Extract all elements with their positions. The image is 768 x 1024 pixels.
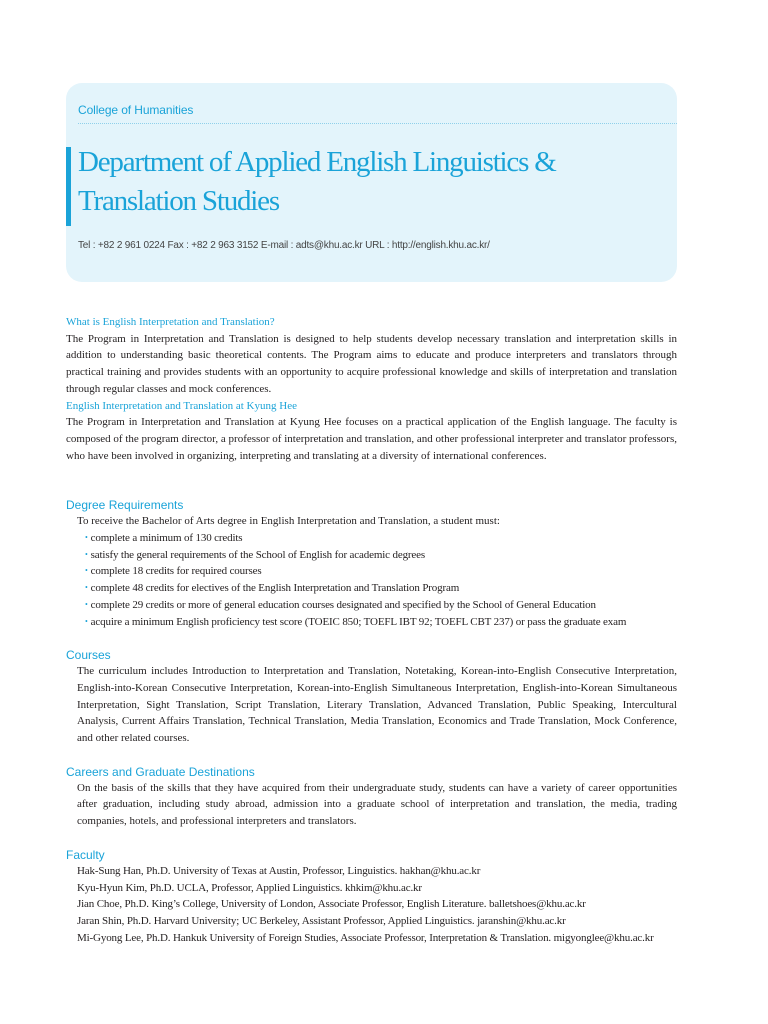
kyung-hee-paragraph: The Program in Interpretation and Translation at Kyung Hee focuses on a practical application of the English language. The faculty is composed of the program director, a professor of interpretation and translation, and other professional interpreter and translator professors, who have been involved in organizing, interpreting and translating at a diversity of international conferences.: [66, 416, 677, 462]
bullet-icon: •: [85, 533, 88, 543]
bullet-icon: •: [85, 583, 88, 593]
bullet-icon: •: [85, 616, 88, 626]
department-header: [66, 83, 677, 282]
list-item: • complete 29 credits or more of general education courses designated and specified by the School of General Education: [85, 598, 596, 611]
faculty-member: Jaran Shin, Ph.D. Harvard University; UC Berkeley, Assistant Professor, Applied Linguistics. jaranshin@khu.ac.kr: [77, 914, 566, 927]
list-item: • complete 48 credits for electives of the English Interpretation and Translation Program: [85, 582, 460, 595]
kyung-hee-heading: English Interpretation and Translation at Kyung Hee: [66, 399, 297, 412]
careers-heading: Careers and Graduate Destinations: [66, 764, 255, 779]
list-item: • acquire a minimum English proficiency test score (TOEIC 850; TOEFL IBT 92; TOEFL CBT 237) or pass the graduate exam: [85, 615, 627, 628]
faculty-list: [66, 863, 677, 947]
faculty-heading: Faculty: [66, 847, 105, 862]
list-item: • complete a minimum of 130 credits: [85, 532, 243, 545]
contact-info: Tel : +82 2 961 0224 Fax : +82 2 963 3152 E-mail : adts@khu.ac.kr URL : http://english.khu.ac.kr/: [78, 240, 490, 251]
what-is-paragraph: The Program in Interpretation and Translation is designed to help students develop necessary translation and interpretation skills in addition to understanding basic theoretical contents. The Program aims to educate and produce interpreters and translators through practical training and provides students with an opportunity to acquire professional knowledge and skills of interpretation and translation through regular classes and mock conferences.: [66, 332, 677, 395]
careers-paragraph: On the basis of the skills that they have acquired from their undergraduate study, students can have a variety of career opportunities after graduation, including study abroad, admission into a graduate school of interpretation and translation, the media, trading companies, hotels, and professional interpreters and translators.: [77, 781, 677, 828]
faculty-member: Hak-Sung Han, Ph.D. University of Texas at Austin, Professor, Linguistics. hakhan@khu.ac.kr: [77, 864, 481, 877]
faculty-member: Mi-Gyong Lee, Ph.D. Hankuk University of Foreign Studies, Associate Professor, Interpretation & Translation. migyonglee@khu.ac.kr: [77, 931, 654, 944]
what-is-heading: What is English Interpretation and Translation?: [66, 316, 275, 328]
faculty-member: Kyu-Hyun Kim, Ph.D. UCLA, Professor, Applied Linguistics. khkim@khu.ac.kr: [77, 881, 422, 894]
page-title: Department of Applied English Linguistics & Translation Studies: [78, 146, 556, 217]
courses-heading: Courses: [66, 648, 111, 663]
dotted-divider: [78, 123, 677, 124]
list-item: • complete 18 credits for required courses: [85, 565, 262, 578]
degree-requirements-lead: To receive the Bachelor of Arts degree in English Interpretation and Translation, a student must:: [77, 515, 500, 528]
bullet-icon: •: [85, 599, 88, 609]
bullet-icon: •: [85, 566, 88, 576]
degree-requirements-heading: Degree Requirements: [66, 498, 184, 513]
courses-paragraph: The curriculum includes Introduction to Interpretation and Translation, Notetaking, Korean-into-English Consecutive Interpretation, English-into-Korean Consecutive Interpretation, Korean-into-English Simultaneous Interpretation, English-into-Korean Simultaneous Interpretation, Sight Translation, Script Translation, Literary Translation, Advanced Translation, Public Speaking, Intercultural Analysis, Current Affairs Translation, Technical Translation, Media Translation, Economics and Trade Translation, Mock Conference, and other related courses.: [77, 665, 677, 745]
college-label: College of Humanities: [78, 103, 194, 117]
list-item: • satisfy the general requirements of the School of English for academic degrees: [85, 548, 426, 561]
faculty-member: Jian Choe, Ph.D. King’s College, University of London, Associate Professor, English Literature. balletshoes@khu.ac.kr: [77, 898, 586, 911]
bullet-icon: •: [85, 549, 88, 559]
main-content: [66, 314, 677, 946]
title-accent-bar: [66, 147, 71, 226]
degree-requirements-list: [66, 530, 677, 630]
